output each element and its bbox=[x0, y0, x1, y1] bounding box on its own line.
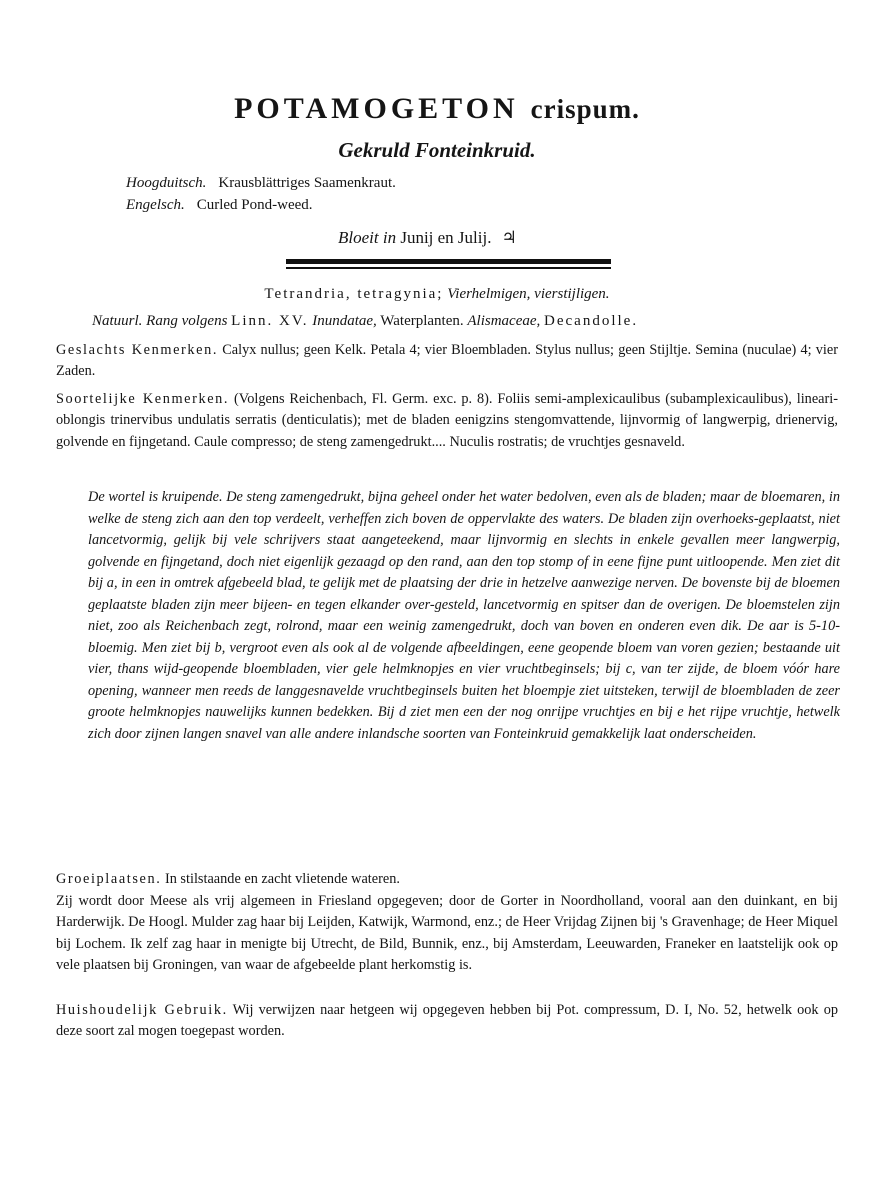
page-title bbox=[0, 92, 874, 126]
divider-thin bbox=[286, 267, 611, 269]
natural-order-alismaceae: Alismaceae, bbox=[467, 313, 541, 329]
classification-system: Tetrandria, tetragynia; bbox=[264, 286, 444, 302]
section-text: In stilstaande en zacht vlietende wateren. bbox=[164, 871, 400, 887]
natural-order-waterplanten: Waterplanten. bbox=[380, 313, 464, 329]
locations-paragraph: Zij wordt door Meese als vrij algemeen in Friesland opgegeven; door de Gorter in Noordholland, vooral aan den duinkant, en bij Harderwijk. De Hoogl. Mulder zag haar bij Leijden, Katwijk, Warmond, enz.; de Heer Vrijdag Zijnen bij 's Gravenhage; de Heer Miquel bij Lochem. Ik zelf zag haar in menigte bij Utrecht, de Bild, Bunnik, enz., bij Amsterdam, Leeuwarden, Franeker en laatstelijk ook op vele plaatsen bij Groningen, van waar de afgebeelde plant herkomstig is. bbox=[56, 893, 838, 973]
bloom-months: Junij en Julij. bbox=[400, 228, 492, 247]
genus-characteristics bbox=[56, 340, 838, 383]
classification-line bbox=[0, 286, 874, 303]
natural-order-inundatae: Inundatae, bbox=[312, 313, 377, 329]
description-paragraph: De wortel is kruipende. De steng zamengedrukt, bijna geheel onder het water bedolven, even als de bladen; maar de bloemaren, in welke de steng zich aan den top verdeelt, verheffen zich boven de oppervlakte des waters. De bladen zijn overhoeks-geplaatst, niet lancetvormig, gelijk bij vele schrijvers staat aangeteekend, maar lijnvormig en slechts in enkele gevallen meer langwerpig, golvende en fijngetand, doch niet eigenlijk gezaagd op den rand, aan den top stomp of in eene fijne punt uitloopende. Men ziet dit bij a, in een in omtrek afgebeeld blad, te gelijk met de plaatsing der drie in hetzelve aanwezige nerven. De bovenste bij de bloemen geplaatste bladen zijn meer bijeen- en tegen elkander over-gesteld, lancetvormig en spitser dan de overigen. De bloemstelen zijn niet, zoo als Reichenbach zegt, rolrond, maar een weinig zamengedrukt, doch van boven en onderen even dik. De aar is 5-10-bloemig. Men ziet bij b, vergroot even als ook al de volgende afbeeldingen, eene geopende bloem van voren gezien; bestaande uit vier, thans wijd-geopende bloembladen, vier gele helmknopjes en vier vruchtbeginsels; bij c, van ter zijde, de bloem vóór hare opening, wanneer men reeds de langgesnavelde vruchtbeginsels buiten het bloempje ziet uitsteken, terwijl de bloembladen de zeer groote helmknopjes nauwelijks kunnen bedekken. Bij d ziet men een der nog onrijpe vruchtjes en bij e het rijpe vruchtje, hetwelk zich door zijnen langen snavel van alle andere inlandsche soorten van Fonteinkruid gemakkelijk laat onderscheiden. bbox=[88, 489, 840, 742]
species-characteristics bbox=[56, 389, 838, 453]
natural-order-linn: Linn. XV. bbox=[231, 313, 309, 329]
section-heading: Groeiplaatsen. bbox=[56, 871, 162, 887]
habitat-paragraph bbox=[56, 869, 838, 890]
divider-thick bbox=[286, 259, 611, 264]
title-genus: POTAMOGETON bbox=[234, 92, 519, 125]
section-heading: Soortelijke Kenmerken. bbox=[56, 391, 230, 407]
alt-name-german bbox=[126, 175, 396, 192]
alt-name-value: Curled Pond-weed. bbox=[196, 197, 313, 213]
natural-order-label: Natuurl. Rang volgens bbox=[92, 313, 228, 329]
household-use-paragraph bbox=[56, 1000, 838, 1043]
bloom-line bbox=[338, 228, 517, 248]
title-species: crispum. bbox=[530, 94, 640, 124]
section-heading: Geslachts Kenmerken. bbox=[56, 342, 219, 358]
bloom-label: Bloeit in bbox=[338, 228, 397, 247]
dutch-name: Gekruld Fonteinkruid. bbox=[338, 138, 536, 162]
alt-name-value: Krausblättriges Saamenkraut. bbox=[218, 175, 396, 191]
alt-name-lang: Engelsch. bbox=[126, 197, 185, 213]
section-text: (Volgens Reichenbach, Fl. Germ. exc. p. 8). Foliis semi-amplexicaulibus (subamplexicaulibus), lineari-oblongis trinervibus undulatis serratis (denticulatis); met de bladen eenigzins stengomvattende, lijnvormig of langwerpig, drienervig, golvende en fijngetand. Caule compresso; de steng zamengedrukt.... Nuculis rostratis; de vruchtjes gesnaveld. bbox=[56, 391, 839, 450]
natural-order-decandolle: Decandolle. bbox=[544, 313, 639, 329]
alt-name-lang: Hoogduitsch. bbox=[126, 175, 207, 191]
section-heading: Huishoudelijk Gebruik. bbox=[56, 1002, 228, 1018]
perennial-symbol-icon: ♃ bbox=[501, 228, 517, 247]
classification-dutch: Vierhelmigen, vierstijligen. bbox=[447, 286, 610, 302]
natural-order-line bbox=[92, 313, 638, 330]
section-text: Wij verwijzen naar hetgeen wij opgegeven hebben bij Pot. compressum, D. I, No. 52, hetwelk ook op deze soort zal mogen toegepast worden. bbox=[56, 1002, 838, 1040]
alt-name-english bbox=[126, 197, 313, 214]
section-text: Calyx nullus; geen Kelk. Petala 4; vier Bloembladen. Stylus nullus; geen Stijltje. Semina (nuculae) 4; vier Zaden. bbox=[56, 342, 839, 380]
